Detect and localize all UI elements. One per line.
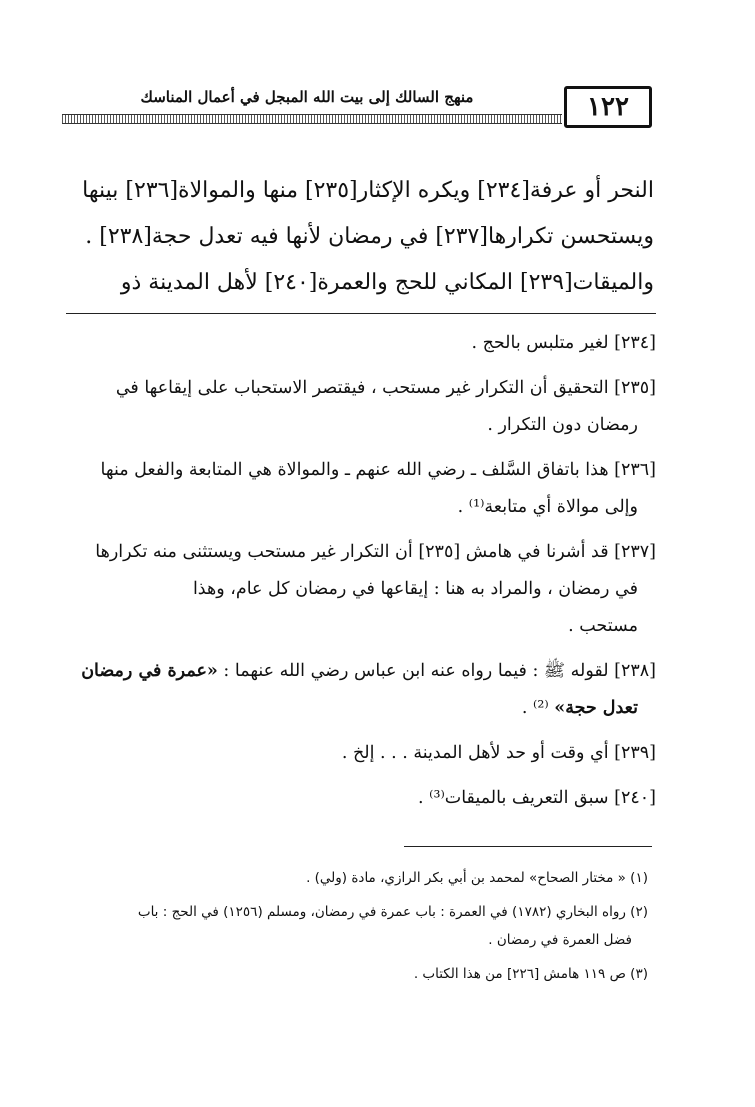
note-text: [٢٣٤] لغير متلبس بالحج . xyxy=(471,333,656,353)
hadith-quote-end: تعدل حجة» xyxy=(554,698,638,718)
note-240 xyxy=(66,780,656,817)
note-text: [٢٤٠] سبق التعريف بالميقات⁽³⁾ . xyxy=(418,788,656,808)
header-rule xyxy=(62,114,562,124)
footnotes xyxy=(66,864,656,994)
note-236 xyxy=(66,452,656,526)
note-239 xyxy=(66,735,656,772)
footnote-text: (١) « مختار الصحاح» لمحمد بن أبي بكر الرازي، مادة (ولي) . xyxy=(306,870,648,886)
note-continuation: رمضان دون التكرار . xyxy=(487,415,638,435)
commentary-notes xyxy=(66,325,656,825)
note-text: [٢٣٧] قد أشرنا في هامش [٢٣٥] أن التكرار غير مستحب ويستثنى منه تكرارها xyxy=(95,542,656,562)
note-text: [٢٣٨] لقوله ﷺ : فيما رواه عنه ابن عباس رضي الله عنهما : xyxy=(217,661,656,681)
footnote-text: (٣) ص ١١٩ هامش [٢٢٦] من هذا الكتاب . xyxy=(413,966,648,982)
note-text: [٢٣٥] التحقيق أن التكرار غير مستحب ، فيقتصر الاستحباب على إيقاعها في xyxy=(115,378,656,398)
note-235 xyxy=(66,370,656,444)
footnote-divider xyxy=(404,846,652,847)
note-text: [٢٣٦] هذا باتفاق السَّلف ـ رضي الله عنهم ـ والموالاة هي المتابعة والفعل منها xyxy=(100,460,656,480)
main-text xyxy=(68,168,654,306)
note-238 xyxy=(66,653,656,727)
note-continuation xyxy=(66,690,656,727)
footnote-1 xyxy=(66,864,656,892)
page-number: ١٢٢ xyxy=(564,86,652,128)
main-text-line: والميقات[٢٣٩] المكاني للحج والعمرة[٢٤٠] لأهل المدينة ذو xyxy=(120,270,654,295)
footnote-3 xyxy=(66,960,656,988)
main-text-line: ويستحسن تكرارها[٢٣٧] في رمضان لأنها فيه تعدل حجة[٢٣٨] . xyxy=(85,224,654,249)
hadith-quote: «عمرة في رمضان xyxy=(81,661,218,681)
note-continuation: مستحب . xyxy=(568,616,638,636)
main-text-divider xyxy=(66,313,656,314)
footnote-continuation: فضل العمرة في رمضان . xyxy=(488,932,632,948)
running-title: منهج السالك إلى بيت الله المبجل في أعمال المناسك xyxy=(140,88,474,106)
note-continuation: وإلى موالاة أي متابعة⁽¹⁾ . xyxy=(457,497,638,517)
footnote-ref: ⁽²⁾ . xyxy=(521,698,555,718)
footnote-2 xyxy=(66,898,656,954)
note-234 xyxy=(66,325,656,362)
note-continuation: في رمضان ، والمراد به هنا : إيقاعها في رمضان كل عام، وهذا xyxy=(192,579,638,599)
note-text: [٢٣٩] أي وقت أو حد لأهل المدينة . . . إلخ . xyxy=(341,743,656,763)
footnote-text: (٢) رواه البخاري (١٧٨٢) في العمرة : باب عمرة في رمضان، ومسلم (١٢٥٦) في الحج : باب xyxy=(137,904,648,920)
page-header xyxy=(62,86,652,132)
main-text-line: النحر أو عرفة[٢٣٤] ويكره الإكثار[٢٣٥] منها والموالاة[٢٣٦] بينها xyxy=(82,178,654,203)
note-237 xyxy=(66,534,656,645)
